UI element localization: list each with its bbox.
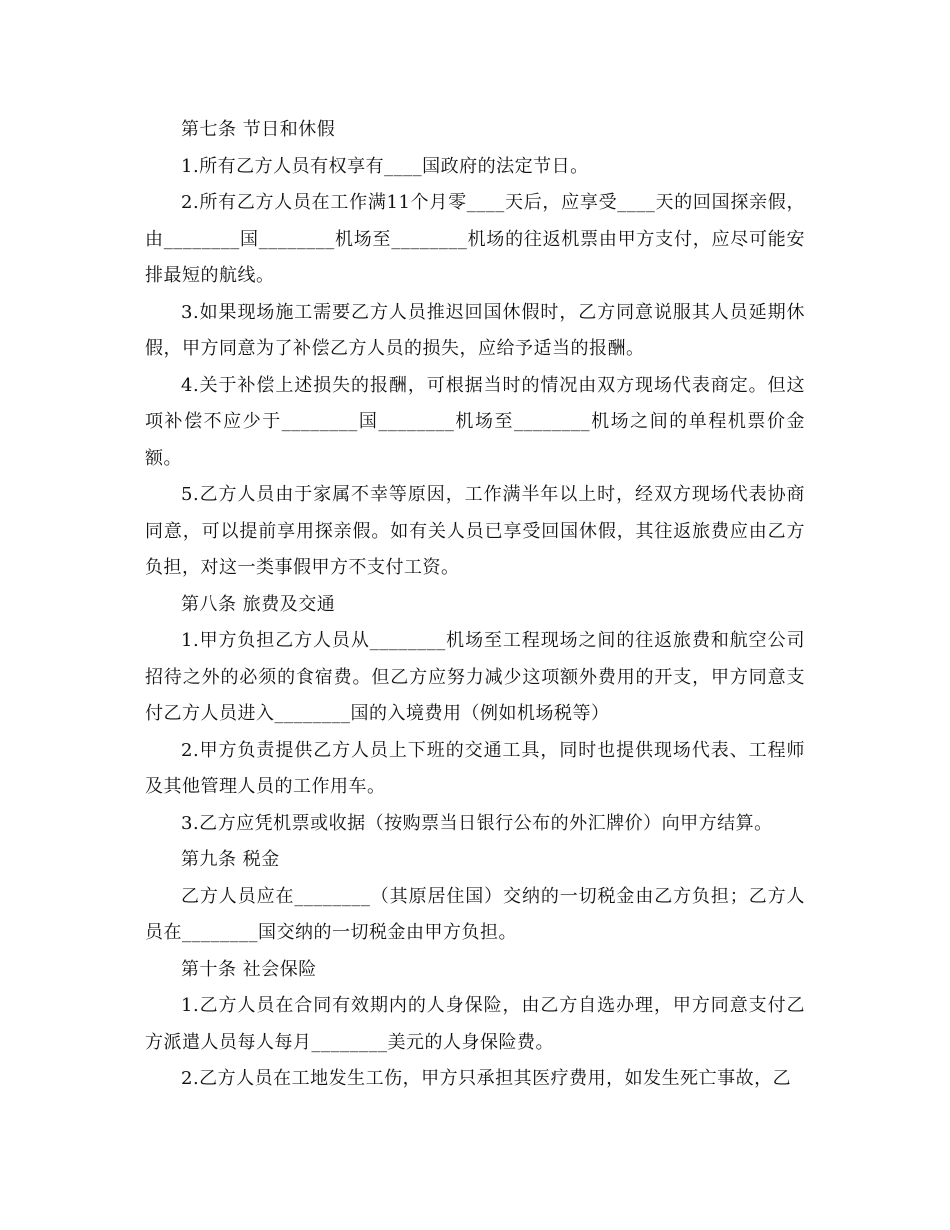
article-7-clause-3: 3.如果现场施工需要乙方人员推迟回国休假时，乙方同意说服其人员延期休假，甲方同意为了补偿乙方人员的损失，应给予适当的报酬。 [145,301,805,359]
article-8-clause-3: 3.乙方应凭机票或收据（按购票当日银行公布的外汇牌价）向甲方结算。 [181,812,773,834]
article-7-clause-4: 4.关于补偿上述损失的报酬，可根据当时的情况由双方现场代表商定。但这项补偿不应少于________国________机场至________机场之间的单程机票价金额。 [145,374,805,469]
article-10-heading: 第十条 社会保险 [181,958,317,980]
article-7-clause-2: 2.所有乙方人员在工作满11个月零____天后，应享受____天的回国探亲假，由________国________机场至________机场的往返机票由甲方支付，应尽可能安排最短的航线。 [145,192,805,286]
article-7-clause-1: 1.所有乙方人员有权享有____国政府的法定节日。 [181,155,589,177]
article-10-clause-2: 2.乙方人员在工地发生工伤，甲方只承担其医疗费用，如发生死亡事故，乙 [181,1068,792,1089]
article-8-clause-1: 1.甲方负担乙方人员从________机场至工程现场之间的往返旅费和航空公司招待之外的必须的食宿费。但乙方应努力减少这项额外费用的开支，甲方同意支付乙方人员进入________国的入境费用（例如机场税等） [145,630,805,724]
article-10-clause-1: 1.乙方人员在合同有效期内的人身保险，由乙方自选办理，甲方同意支付乙方派遣人员每人每月________美元的人身保险费。 [145,995,805,1053]
document-body [145,112,805,1098]
article-9-text: 乙方人员应在________（其原居住国）交纳的一切税金由乙方负担；乙方人员在________国交纳的一切税金由甲方负担。 [145,885,805,943]
article-9-heading: 第九条 税金 [181,849,280,870]
article-7-heading: 第七条 节日和休假 [181,119,336,140]
article-8-heading: 第八条 旅费及交通 [181,593,336,615]
article-8-clause-2: 2.甲方负责提供乙方人员上下班的交通工具，同时也提供现场代表、工程师及其他管理人员的工作用车。 [145,739,805,797]
article-7-clause-5: 5.乙方人员由于家属不幸等原因，工作满半年以上时，经双方现场代表协商同意，可以提前享用探亲假。如有关人员已享受回国休假，其往返旅费应由乙方负担，对这一类事假甲方不支付工资。 [145,484,805,578]
